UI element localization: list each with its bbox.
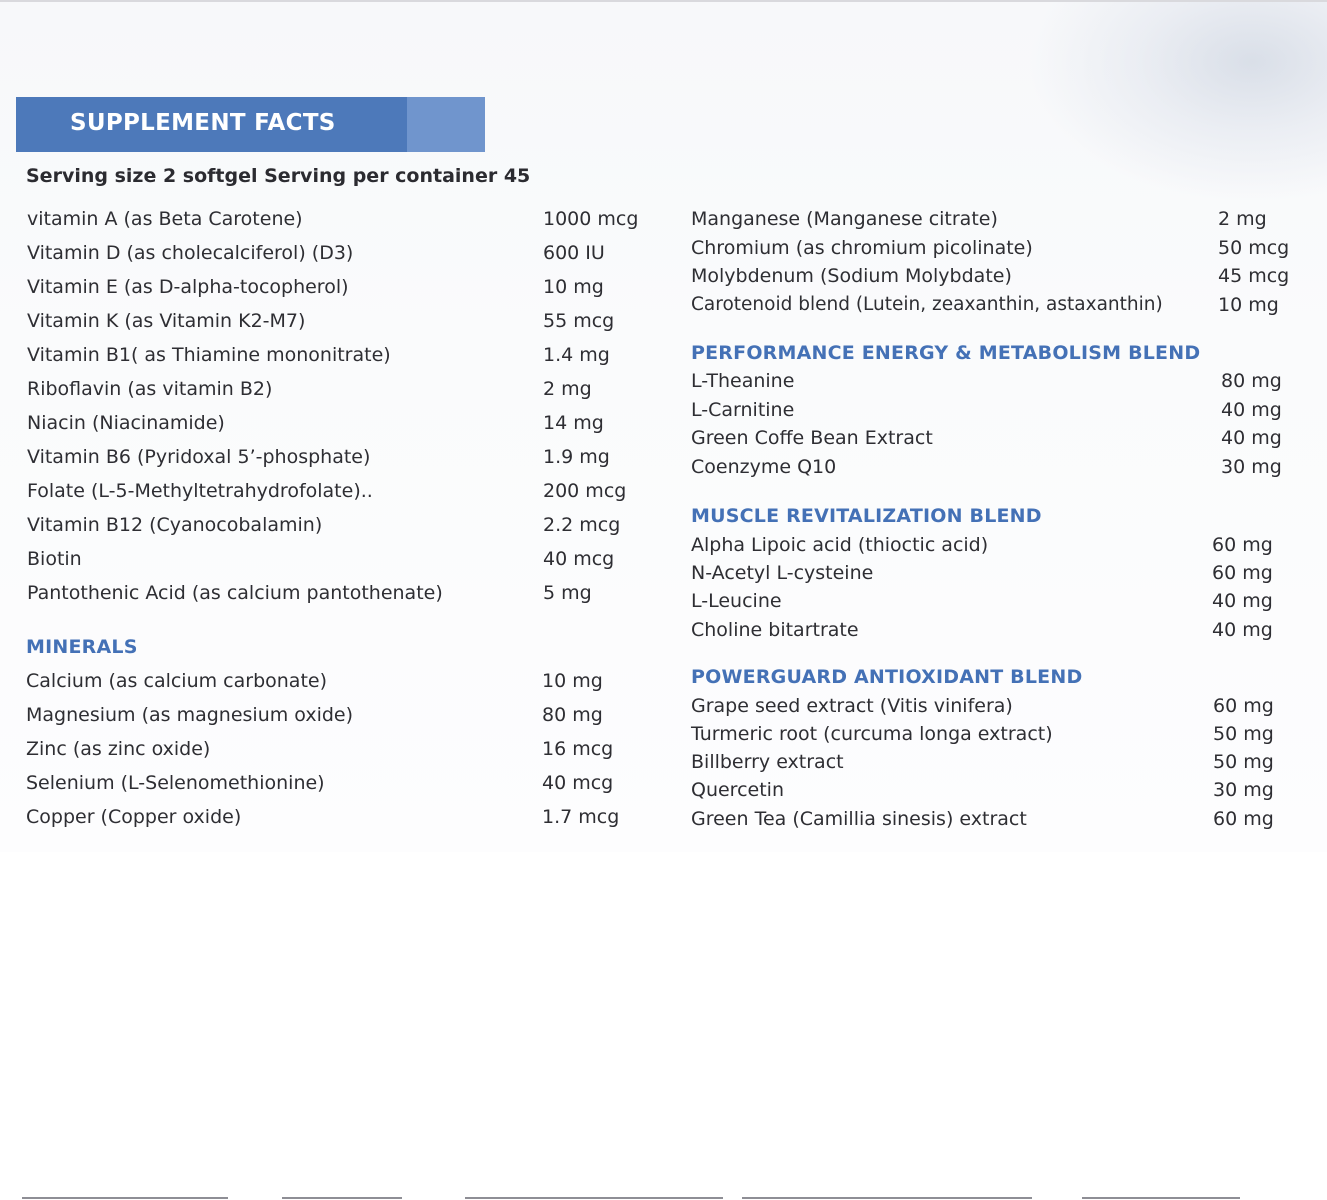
nutrient-amount: 2 mg bbox=[543, 378, 592, 400]
minerals-heading: MINERALS bbox=[26, 636, 138, 658]
nutrient-name: vitamin A (as Beta Carotene) bbox=[27, 208, 303, 230]
nutrient-name: Chromium (as chromium picolinate) bbox=[691, 237, 1033, 259]
blend-row bbox=[691, 806, 1321, 832]
nutrient-name: Grape seed extract (Vitis vinifera) bbox=[691, 695, 1013, 717]
nutrient-amount: 1.9 mg bbox=[543, 446, 610, 468]
nutrient-amount: 60 mg bbox=[1213, 808, 1274, 830]
blend-row bbox=[691, 454, 1321, 480]
vitamin-row bbox=[27, 274, 647, 300]
vitamin-row bbox=[27, 580, 647, 606]
nutrient-name: Vitamin D (as cholecalciferol) (D3) bbox=[27, 242, 354, 264]
trace-mineral-row bbox=[691, 235, 1321, 261]
nutrient-name: Green Coffe Bean Extract bbox=[691, 427, 933, 449]
nutrient-name: Vitamin B6 (Pyridoxal 5’-phosphate) bbox=[27, 446, 371, 468]
nutrient-amount: 1.4 mg bbox=[543, 344, 610, 366]
serving-info: Serving size 2 softgel Serving per container 45 bbox=[26, 165, 531, 187]
nutrient-amount: 40 mg bbox=[1212, 619, 1273, 641]
nutrient-amount: 40 mg bbox=[1221, 399, 1282, 421]
title-banner bbox=[16, 97, 485, 152]
nutrient-amount: 30 mg bbox=[1221, 456, 1282, 478]
blend-row bbox=[691, 560, 1321, 586]
nutrient-amount: 45 mcg bbox=[1218, 265, 1290, 287]
trace-mineral-row bbox=[691, 292, 1321, 318]
nutrient-amount: 16 mcg bbox=[542, 738, 614, 760]
nutrient-amount: 10 mg bbox=[542, 670, 603, 692]
nutrient-name: Billberry extract bbox=[691, 751, 844, 773]
footer-divider bbox=[465, 1197, 723, 1199]
nutrient-amount: 40 mg bbox=[1212, 590, 1273, 612]
performance-blend-heading: PERFORMANCE ENERGY & METABOLISM BLEND bbox=[691, 342, 1201, 364]
nutrient-name: N-Acetyl L-cysteine bbox=[691, 562, 874, 584]
nutrient-name: Riboflavin (as vitamin B2) bbox=[27, 378, 273, 400]
nutrient-name: Vitamin B12 (Cyanocobalamin) bbox=[27, 514, 323, 536]
vitamin-row bbox=[27, 478, 647, 504]
mineral-row bbox=[26, 702, 646, 728]
nutrient-name: Folate (L-5-Methyltetrahydrofolate).. bbox=[27, 480, 373, 502]
nutrient-amount: 80 mg bbox=[542, 704, 603, 726]
nutrient-name: L-Carnitine bbox=[691, 399, 795, 421]
nutrient-name: Green Tea (Camillia sinesis) extract bbox=[691, 808, 1027, 830]
vitamin-row bbox=[27, 376, 647, 402]
nutrient-name: Pantothenic Acid (as calcium pantothenate) bbox=[27, 582, 443, 604]
nutrient-amount: 40 mcg bbox=[543, 548, 615, 570]
nutrient-name: Molybdenum (Sodium Molybdate) bbox=[691, 265, 1012, 287]
nutrient-name: Vitamin K (as Vitamin K2-M7) bbox=[27, 310, 306, 332]
footer-divider bbox=[22, 1197, 228, 1199]
nutrient-name: Selenium (L-Selenomethionine) bbox=[26, 772, 325, 794]
nutrient-name: Vitamin B1( as Thiamine mononitrate) bbox=[27, 344, 391, 366]
page-title: SUPPLEMENT FACTS bbox=[70, 110, 336, 136]
nutrient-name: Coenzyme Q10 bbox=[691, 456, 837, 478]
nutrient-amount: 50 mg bbox=[1213, 751, 1274, 773]
nutrient-amount: 600 IU bbox=[543, 242, 605, 264]
footer-divider bbox=[1082, 1197, 1240, 1199]
nutrient-name: Choline bitartrate bbox=[691, 619, 859, 641]
mineral-row bbox=[26, 668, 646, 694]
vitamin-row bbox=[27, 342, 647, 368]
footer-divider bbox=[742, 1197, 1032, 1199]
blend-row bbox=[691, 425, 1321, 451]
nutrient-amount: 5 mg bbox=[543, 582, 592, 604]
background-cloud-decoration bbox=[1027, 2, 1327, 202]
nutrient-name: Turmeric root (curcuma longa extract) bbox=[691, 723, 1053, 745]
nutrient-amount: 200 mcg bbox=[543, 480, 627, 502]
blend-row bbox=[691, 397, 1321, 423]
vitamin-row bbox=[27, 206, 647, 232]
nutrient-amount: 40 mg bbox=[1221, 427, 1282, 449]
vitamin-row bbox=[27, 546, 647, 572]
nutrient-name: Biotin bbox=[27, 548, 82, 570]
nutrient-amount: 2.2 mcg bbox=[543, 514, 621, 536]
nutrient-name: Magnesium (as magnesium oxide) bbox=[26, 704, 354, 726]
nutrient-amount: 60 mg bbox=[1212, 562, 1273, 584]
nutrient-amount: 10 mg bbox=[1218, 294, 1279, 316]
mineral-row bbox=[26, 736, 646, 762]
nutrient-amount: 80 mg bbox=[1221, 370, 1282, 392]
nutrient-name: L-Leucine bbox=[691, 590, 782, 612]
antioxidant-blend-heading: POWERGUARD ANTIOXIDANT BLEND bbox=[691, 666, 1083, 688]
nutrient-amount: 60 mg bbox=[1213, 695, 1274, 717]
blend-row bbox=[691, 693, 1321, 719]
blend-row bbox=[691, 368, 1321, 394]
footer-divider bbox=[282, 1197, 402, 1199]
vitamin-row bbox=[27, 410, 647, 436]
nutrient-amount: 30 mg bbox=[1213, 779, 1274, 801]
vitamin-row bbox=[27, 240, 647, 266]
blend-row bbox=[691, 749, 1321, 775]
nutrient-name: Vitamin E (as D-alpha-tocopherol) bbox=[27, 276, 349, 298]
blend-row bbox=[691, 617, 1321, 643]
nutrient-amount: 50 mg bbox=[1213, 723, 1274, 745]
nutrient-name: Quercetin bbox=[691, 779, 784, 801]
nutrient-amount: 40 mcg bbox=[542, 772, 614, 794]
muscle-blend-heading: MUSCLE REVITALIZATION BLEND bbox=[691, 505, 1042, 527]
nutrient-amount: 2 mg bbox=[1218, 208, 1267, 230]
nutrient-name: L-Theanine bbox=[691, 370, 795, 392]
nutrient-name: Copper (Copper oxide) bbox=[26, 806, 242, 828]
trace-mineral-row bbox=[691, 206, 1321, 232]
vitamin-row bbox=[27, 444, 647, 470]
vitamin-row bbox=[27, 308, 647, 334]
nutrient-name: Calcium (as calcium carbonate) bbox=[26, 670, 328, 692]
nutrient-amount: 60 mg bbox=[1212, 534, 1273, 556]
nutrient-amount: 55 mcg bbox=[543, 310, 615, 332]
nutrient-amount: 10 mg bbox=[543, 276, 604, 298]
nutrient-amount: 1.7 mcg bbox=[542, 806, 620, 828]
blend-row bbox=[691, 721, 1321, 747]
vitamin-row bbox=[27, 512, 647, 538]
nutrient-name: Zinc (as zinc oxide) bbox=[26, 738, 211, 760]
trace-mineral-row bbox=[691, 263, 1321, 289]
nutrient-name: Niacin (Niacinamide) bbox=[27, 412, 225, 434]
nutrient-name: Manganese (Manganese citrate) bbox=[691, 208, 998, 230]
nutrient-amount: 14 mg bbox=[543, 412, 604, 434]
blend-row bbox=[691, 588, 1321, 614]
mineral-row bbox=[26, 770, 646, 796]
nutrient-name: Carotenoid blend (Lutein, zeaxanthin, astaxanthin) bbox=[691, 294, 1163, 315]
nutrient-amount: 50 mcg bbox=[1218, 237, 1290, 259]
nutrient-amount: 1000 mcg bbox=[543, 208, 639, 230]
blend-row bbox=[691, 532, 1321, 558]
mineral-row bbox=[26, 804, 646, 830]
nutrient-name: Alpha Lipoic acid (thioctic acid) bbox=[691, 534, 989, 556]
blend-row bbox=[691, 777, 1321, 803]
